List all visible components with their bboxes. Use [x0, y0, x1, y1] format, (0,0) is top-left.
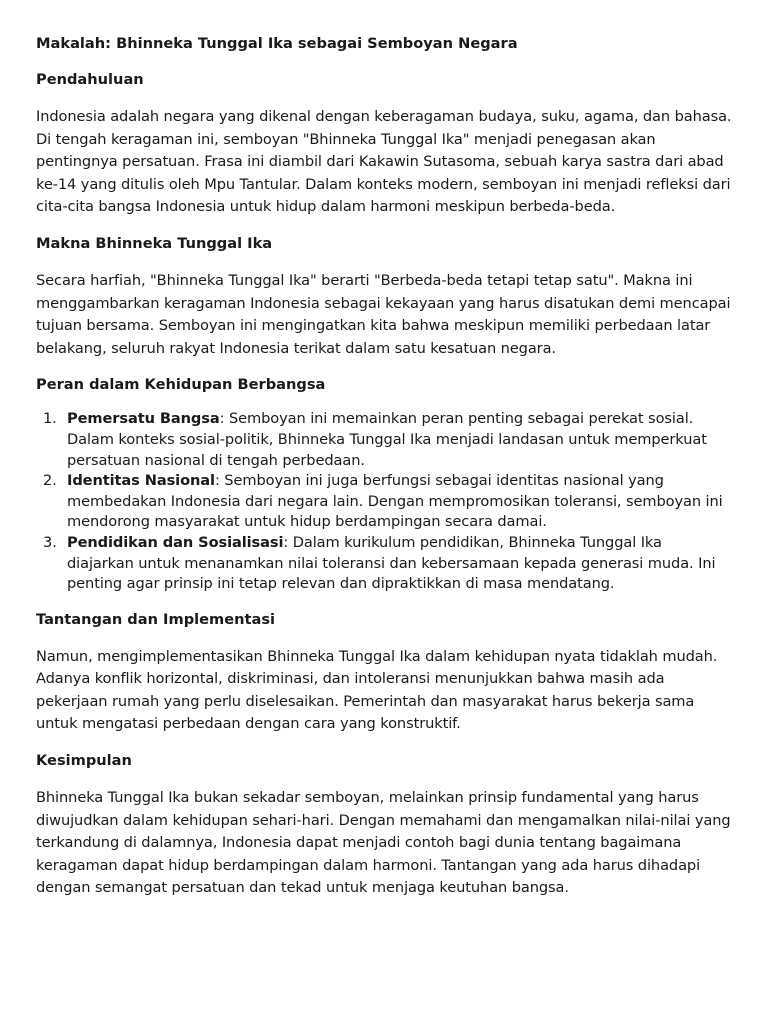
- list-item-number: 3.: [43, 533, 57, 551]
- list-item: [36, 409, 732, 471]
- list-item: [36, 471, 732, 533]
- section-tantangan: [36, 609, 732, 736]
- list-item-number: 2.: [43, 472, 57, 490]
- section-heading: Pendahuluan: [36, 71, 144, 88]
- section-heading: Tantangan dan Implementasi: [36, 610, 276, 628]
- list-item-number: 1.: [43, 410, 57, 428]
- list-item-text: : Semboyan ini memainkan peran penting sebagai perekat sosial. Dalam konteks sosial-politik, Bhinneka Tunggal Ika menjadi landasan untuk memperkuat persatuan nasional di tengah perbedaan.: [67, 410, 707, 469]
- section-makna: [36, 233, 732, 360]
- list-item-text: : Semboyan ini juga berfungsi sebagai identitas nasional yang membedakan Indonesia dari negara lain. Dengan mempromosikan toleransi, semboyan ini mendorong masyarakat untuk hidup berdampingan secara damai.: [67, 472, 723, 531]
- section-heading: Peran dalam Kehidupan Berbangsa: [36, 376, 326, 394]
- section-paragraph: Namun, mengimplementasikan Bhinneka Tunggal Ika dalam kehidupan nyata tidaklah mudah. Adanya konflik horizontal, diskriminasi, dan intoleransi menunjukkan bahwa masih ada pekerjaan rumah yang perlu diselesaikan. Pemerintah dan masyarakat harus bekerja sama untuk mengatasi perbedaan dengan cara yang konstruktif.: [36, 647, 718, 733]
- list-item-term: Pendidikan dan Sosialisasi: [67, 533, 284, 551]
- section-paragraph: Indonesia adalah negara yang dikenal dengan keberagaman budaya, suku, agama, dan bahasa. Di tengah keragaman ini, semboyan "Bhinneka Tunggal Ika" menjadi penegasan akan pentingnya persatuan. Frasa ini diambil dari Kakawin Sutasoma, sebuah karya sastra dari abad ke-14 yang ditulis oleh Mpu Tantular. Dalam konteks modern, semboyan ini menjadi refleksi dari cita-cita bangsa Indonesia untuk hidup dalam harmoni meskipun berbeda-beda.: [36, 108, 732, 216]
- document-title: Makalah: Bhinneka Tunggal Ika sebagai Semboyan Negara: [36, 35, 518, 52]
- section-peran: [36, 374, 732, 594]
- list-item-term: Identitas Nasional: [67, 472, 215, 490]
- list-item: [36, 533, 732, 595]
- list-item-text: : Dalam kurikulum pendidikan, Bhinneka Tunggal Ika diajarkan untuk menanamkan nilai toleransi dan kebersamaan kepada generasi muda. Ini penting agar prinsip ini tetap relevan dan dipraktikkan di masa mendatang.: [67, 533, 716, 593]
- list-item-term: Pemersatu Bangsa: [67, 410, 220, 428]
- section-pendahuluan: [36, 69, 732, 219]
- section-paragraph: Bhinneka Tunggal Ika bukan sekadar semboyan, melainkan prinsip fundamental yang harus diwujudkan dalam kehidupan sehari-hari. Dengan memahami dan mengamalkan nilai-nilai yang terkandung di dalamnya, Indonesia dapat menjadi contoh bagi dunia tentang bagaimana keragaman dapat hidup berdampingan dalam harmoni. Tantangan yang ada harus dihadapi dengan semangat persatuan dan tekad untuk menjaga keutuhan bangsa.: [36, 789, 731, 897]
- roles-list: [36, 409, 732, 594]
- section-paragraph: Secara harfiah, "Bhinneka Tunggal Ika" berarti "Berbeda-beda tetapi tetap satu". Makna ini menggambarkan keragaman Indonesia sebagai kekayaan yang harus disatukan demi mencapai tujuan bersama. Semboyan ini mengingatkan kita bahwa meskipun memiliki perbedaan latar belakang, seluruh rakyat Indonesia terikat dalam satu kesatuan negara.: [36, 271, 731, 357]
- section-heading: Makna Bhinneka Tunggal Ika: [36, 234, 273, 252]
- section-heading: Kesimpulan: [36, 752, 132, 770]
- section-kesimpulan: [36, 750, 732, 900]
